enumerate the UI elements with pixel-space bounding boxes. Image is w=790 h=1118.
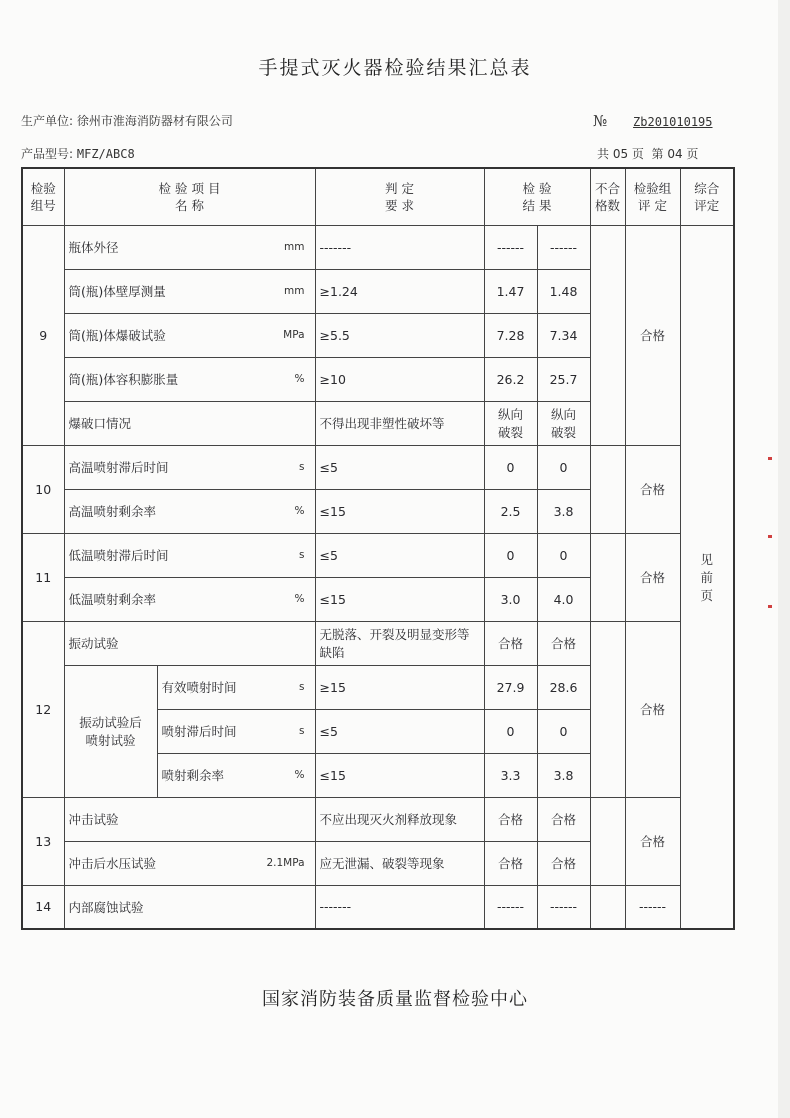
group-id [22, 797, 64, 885]
issuing-organization: 国家消防装备质量监督检验中心 [262, 989, 528, 1010]
page-info: 共 05 页 第 04 页 [597, 147, 699, 161]
item-name: 喷射剩余率 [161, 768, 225, 783]
item-unit: 2.1MPa [266, 857, 305, 869]
group-id-text: 12 [35, 701, 52, 717]
requirement-cell-text: ------- [319, 899, 352, 915]
col-requirement-header [315, 168, 484, 225]
producer-line [21, 112, 233, 129]
item-unit: mm [284, 285, 305, 297]
group-evaluation-text: 合格 [640, 328, 666, 343]
item-name: 高温喷射滞后时间 [68, 460, 169, 475]
result-1-text: ------ [496, 899, 525, 915]
result-1-text: 合格 [498, 856, 524, 871]
requirement-cell [315, 753, 484, 797]
page-edge [778, 0, 790, 1118]
requirement-cell-text: ≤5 [319, 459, 338, 475]
requirement-cell-text: ≤15 [319, 503, 346, 519]
result-2 [537, 489, 590, 533]
result-2-text: 3.8 [553, 503, 574, 519]
group-id [22, 533, 64, 621]
result-1-text: 合格 [498, 636, 524, 651]
item-unit: s [299, 461, 305, 473]
table-row [22, 797, 734, 841]
requirement-cell [315, 577, 484, 621]
item-wrap [162, 722, 311, 740]
item-unit: % [294, 769, 305, 781]
result-2-text: 4.0 [553, 591, 574, 607]
result-1-text: 1.47 [496, 283, 525, 299]
item-wrap [69, 370, 311, 388]
item-cell [64, 489, 315, 533]
requirement-cell [315, 269, 484, 313]
group-evaluation-text: 合格 [640, 834, 666, 849]
item-unit: s [299, 549, 305, 561]
col-requirement-header-text: 判 定 要 求 [385, 180, 414, 213]
result-2 [537, 665, 590, 709]
col-results-header [484, 168, 590, 225]
item-wrap [69, 458, 311, 476]
table-row [22, 885, 734, 929]
requirement-cell-text: ≤15 [319, 591, 346, 607]
col-group-eval-header [625, 168, 680, 225]
result-1-text: 0 [506, 723, 515, 739]
item-cell [64, 885, 315, 929]
item-name: 高温喷射剩余率 [68, 504, 157, 519]
requirement-cell [315, 313, 484, 357]
group-evaluation [625, 533, 680, 621]
table-row [22, 225, 734, 269]
fail-count-cell [590, 533, 625, 621]
result-1 [484, 313, 537, 357]
item-name: 低温喷射剩余率 [68, 592, 157, 607]
item-cell [64, 445, 315, 489]
item-wrap [69, 414, 311, 432]
result-1 [484, 445, 537, 489]
requirement-cell [315, 885, 484, 929]
result-2 [537, 621, 590, 665]
item-unit: s [299, 681, 305, 693]
item-name: 瓶体外径 [68, 240, 119, 255]
result-2 [537, 533, 590, 577]
result-2 [537, 753, 590, 797]
result-2 [537, 269, 590, 313]
item-name: 喷射滞后时间 [161, 724, 237, 739]
item-unit: % [294, 593, 305, 605]
col-group-eval-header-text: 检验组 评 定 [633, 180, 672, 213]
requirement-cell [315, 489, 484, 533]
result-2-text: 合格 [551, 812, 577, 827]
group-evaluation [625, 797, 680, 885]
requirement-cell-text: ≥10 [319, 371, 346, 387]
item-cell [64, 313, 315, 357]
sub-group-label [64, 665, 157, 797]
result-2-text: 25.7 [549, 371, 578, 387]
result-1-text: 纵向 破裂 [498, 407, 524, 440]
result-1 [484, 533, 537, 577]
result-2-text: 1.48 [549, 283, 578, 299]
group-evaluation [625, 225, 680, 445]
margin-mark [768, 535, 772, 538]
margin-mark [768, 457, 772, 460]
group-id [22, 885, 64, 929]
result-2-text: 3.8 [553, 767, 574, 783]
requirement-cell [315, 841, 484, 885]
item-wrap [69, 326, 311, 344]
item-unit: % [294, 505, 305, 517]
report-number: Zb201010195 [633, 115, 713, 129]
fail-count-cell [590, 621, 625, 797]
result-1-text: 7.28 [496, 327, 525, 343]
item-name: 筒(瓶)体爆破试验 [68, 328, 166, 343]
item-name: 筒(瓶)体壁厚测量 [68, 284, 166, 299]
result-1-text: 27.9 [496, 679, 525, 695]
item-name: 爆破口情况 [68, 416, 132, 431]
item-cell [64, 577, 315, 621]
item-cell [64, 357, 315, 401]
result-2 [537, 445, 590, 489]
item-wrap [69, 810, 311, 828]
result-2-text: 0 [559, 459, 568, 475]
requirement-cell-text: ≥1.24 [319, 283, 358, 299]
requirement-cell [315, 225, 484, 269]
item-cell [64, 269, 315, 313]
group-id-text: 9 [39, 327, 48, 343]
result-1 [484, 621, 537, 665]
requirement-cell-text: ≥15 [319, 679, 346, 695]
item-wrap [69, 590, 311, 608]
result-2 [537, 885, 590, 929]
requirement-cell-text: ≤5 [319, 547, 338, 563]
group-evaluation-text: 合格 [640, 702, 666, 717]
item-cell [64, 841, 315, 885]
result-2-text: 7.34 [549, 327, 578, 343]
col-group-header [22, 168, 64, 225]
result-2-text: 0 [559, 547, 568, 563]
result-1 [484, 489, 537, 533]
requirement-cell [315, 533, 484, 577]
producer-label: 生产单位: [21, 114, 74, 128]
requirement-cell-text: ≤15 [319, 767, 346, 783]
requirement-cell-text: 不得出现非塑性破坏等 [319, 416, 445, 431]
item-name-cell [64, 621, 315, 665]
col-item-header [64, 168, 315, 225]
item-cell [157, 665, 315, 709]
result-2 [537, 401, 590, 445]
item-wrap [69, 898, 311, 916]
result-2-text: 纵向 破裂 [551, 407, 577, 440]
result-1-text: 26.2 [496, 371, 525, 387]
fail-count-cell [590, 445, 625, 533]
requirement-cell [315, 665, 484, 709]
result-2-text: ------ [549, 899, 578, 915]
item-cell [157, 709, 315, 753]
requirement-cell-text: ≥5.5 [319, 327, 350, 343]
item-unit: s [299, 725, 305, 737]
table-row [22, 621, 734, 665]
margin-mark [768, 605, 772, 608]
result-1-text: 3.0 [500, 591, 521, 607]
result-2 [537, 797, 590, 841]
group-id-text: 13 [35, 833, 52, 849]
overall-evaluation-text: 见 前 页 [700, 551, 714, 603]
sub-group-label-text: 振动试验后 喷射试验 [79, 715, 142, 748]
result-2-text: ------ [549, 239, 578, 255]
group-evaluation-text: 合格 [640, 482, 666, 497]
group-evaluation-text: 合格 [640, 570, 666, 585]
group-id-text: 10 [35, 481, 52, 497]
producer-name: 徐州市淮海消防器材有限公司 [76, 114, 233, 128]
item-name: 有效喷射时间 [161, 680, 237, 695]
result-1-text: 2.5 [500, 503, 521, 519]
table-row [22, 533, 734, 577]
requirement-cell [315, 401, 484, 445]
result-2 [537, 841, 590, 885]
result-1 [484, 665, 537, 709]
item-unit: % [294, 373, 305, 385]
requirement-cell [315, 709, 484, 753]
col-overall-eval-header-text: 综合 评定 [694, 180, 720, 213]
item-cell [64, 225, 315, 269]
group-evaluation [625, 885, 680, 929]
requirement-cell [315, 797, 484, 841]
item-unit: mm [284, 241, 305, 253]
item-wrap [69, 238, 311, 256]
table-row [22, 445, 734, 489]
result-1 [484, 885, 537, 929]
group-evaluation-text: ------ [638, 899, 667, 915]
col-results-header-text: 检 验 结 果 [522, 180, 552, 213]
result-1 [484, 357, 537, 401]
requirement-cell-text: 不应出现灭火剂释放现象 [319, 812, 458, 827]
item-unit: MPa [283, 329, 305, 341]
result-1-text: ------ [496, 239, 525, 255]
item-name: 冲击后水压试验 [68, 856, 157, 871]
result-1-text: 合格 [498, 812, 524, 827]
group-id [22, 445, 64, 533]
model-label: 产品型号: [21, 147, 74, 161]
item-cell [64, 533, 315, 577]
group-evaluation [625, 445, 680, 533]
group-evaluation [625, 621, 680, 797]
fail-count-cell [590, 885, 625, 929]
col-fail-count-header [590, 168, 625, 225]
result-1 [484, 753, 537, 797]
item-name: 冲击试验 [68, 812, 119, 827]
group-id [22, 225, 64, 445]
col-group-header-text: 检验 组号 [30, 180, 56, 213]
result-2-text: 合格 [551, 636, 577, 651]
overall-evaluation [680, 225, 734, 929]
model-line [21, 145, 135, 162]
result-1-text: 3.3 [500, 767, 521, 783]
result-1 [484, 225, 537, 269]
group-id [22, 621, 64, 797]
result-1 [484, 797, 537, 841]
result-2 [537, 357, 590, 401]
results-table [21, 167, 735, 930]
result-2 [537, 577, 590, 621]
requirement-cell-text: 无脱落、开裂及明显变形等缺陷 [319, 627, 470, 660]
result-2 [537, 709, 590, 753]
result-1 [484, 577, 537, 621]
result-2 [537, 225, 590, 269]
result-1-text: 0 [506, 547, 515, 563]
item-wrap [69, 502, 311, 520]
report-number-line [593, 112, 713, 130]
model-value: MFZ/ABC8 [76, 147, 135, 161]
document-title: 手提式灭火器检验结果汇总表 [258, 57, 532, 79]
col-item-header-text: 检 验 项 目 名 称 [158, 180, 221, 213]
group-id-text: 14 [35, 899, 52, 915]
item-cell [64, 401, 315, 445]
item-name: 低温喷射滞后时间 [68, 548, 169, 563]
col-overall-eval-header [680, 168, 734, 225]
result-1 [484, 709, 537, 753]
item-name-cell-text: 振动试验 [68, 636, 119, 651]
item-wrap [69, 282, 311, 300]
result-2 [537, 313, 590, 357]
result-1 [484, 401, 537, 445]
item-wrap [69, 546, 311, 564]
item-name: 筒(瓶)体容积膨胀量 [68, 372, 179, 387]
result-1 [484, 841, 537, 885]
requirement-cell [315, 357, 484, 401]
fail-count-cell [590, 225, 625, 445]
item-wrap [162, 766, 311, 784]
item-cell [64, 797, 315, 841]
col-fail-count-header-text: 不合 格数 [595, 180, 621, 213]
item-wrap [69, 854, 311, 872]
requirement-cell-text: ------- [319, 239, 352, 255]
result-2-text: 28.6 [549, 679, 578, 695]
number-symbol: № [593, 112, 608, 130]
requirement-cell [315, 445, 484, 489]
result-1 [484, 269, 537, 313]
group-id-text: 11 [35, 569, 52, 585]
result-2-text: 合格 [551, 856, 577, 871]
requirement-cell [315, 621, 484, 665]
result-1-text: 0 [506, 459, 515, 475]
item-cell [157, 753, 315, 797]
item-name: 内部腐蚀试验 [68, 899, 144, 915]
requirement-cell-text: 应无泄漏、破裂等现象 [319, 856, 445, 871]
fail-count-cell [590, 797, 625, 885]
item-wrap [162, 678, 311, 696]
requirement-cell-text: ≤5 [319, 723, 338, 739]
result-2-text: 0 [559, 723, 568, 739]
